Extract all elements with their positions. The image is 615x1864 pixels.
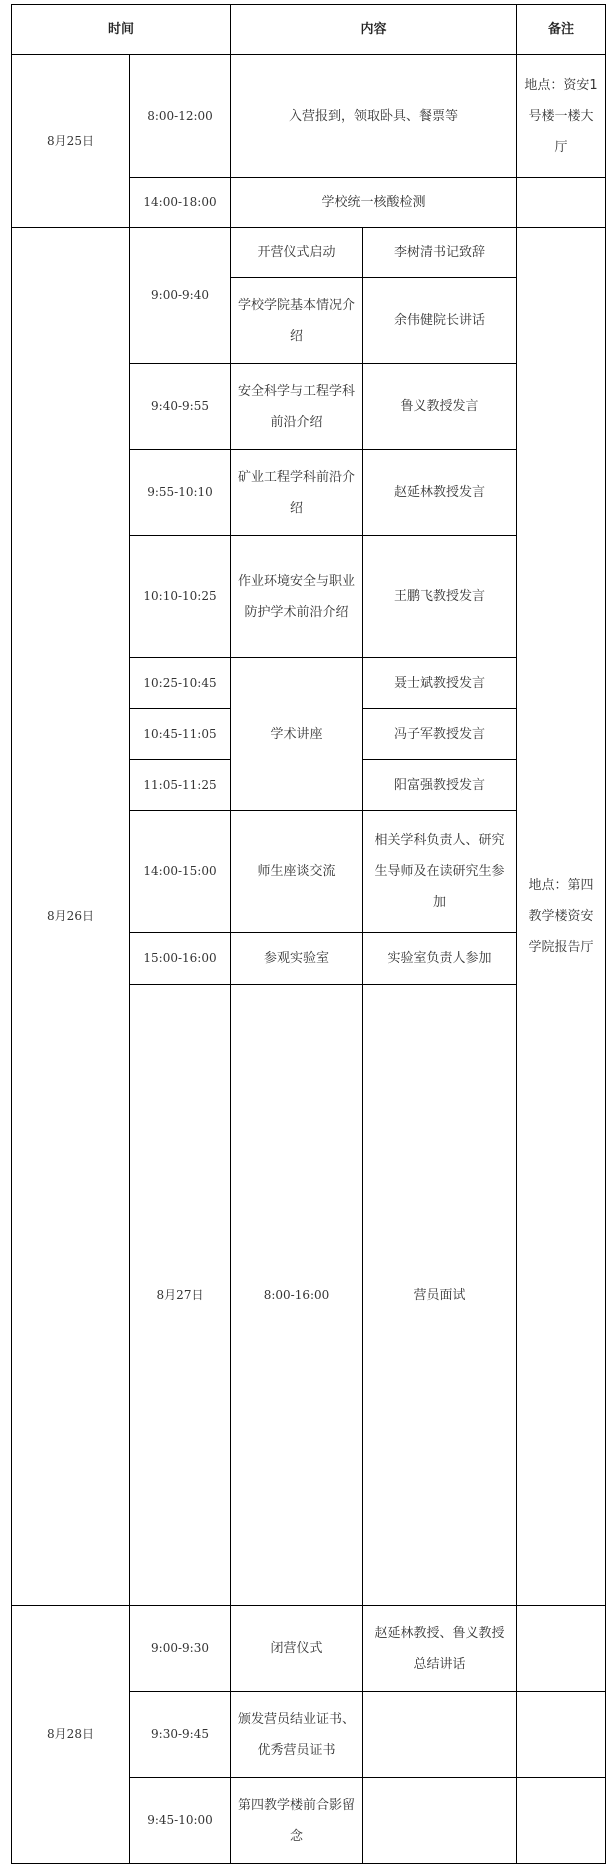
item-cell: 营员面试 [363, 985, 517, 1606]
time-cell: 9:55-10:10 [130, 450, 231, 536]
speaker-cell: 王鹏飞教授发言 [363, 536, 517, 658]
speaker-cell: 实验室负责人参加 [363, 933, 517, 985]
time-cell: 11:05-11:25 [130, 760, 231, 811]
time-cell: 14:00-18:00 [130, 178, 231, 228]
item-cell: 学校学院基本情况介绍 [231, 278, 363, 364]
item-cell: 开营仪式启动 [231, 228, 363, 278]
item-cell: 颁发营员结业证书、优秀营员证书 [231, 1692, 363, 1778]
speaker-cell: 聂士斌教授发言 [363, 658, 517, 709]
speaker-cell: 阳富强教授发言 [363, 760, 517, 811]
time-cell: 10:25-10:45 [130, 658, 231, 709]
speaker-cell [363, 1692, 517, 1778]
date-cell: 8月25日 [12, 55, 130, 228]
speaker-cell [363, 1778, 517, 1864]
item-cell: 矿业工程学科前沿介绍 [231, 450, 363, 536]
item-cell: 学术讲座 [231, 658, 363, 811]
remark-cell [517, 1778, 606, 1864]
speaker-cell: 相关学科负责人、研究生导师及在读研究生参加 [363, 811, 517, 933]
item-cell: 闭营仪式 [231, 1606, 363, 1692]
remark-cell [517, 178, 606, 228]
speaker-cell: 赵延林教授、鲁义教授总结讲话 [363, 1606, 517, 1692]
time-cell: 10:10-10:25 [130, 536, 231, 658]
time-cell: 15:00-16:00 [130, 933, 231, 985]
content-cell: 学校统一核酸检测 [231, 178, 517, 228]
date-cell: 8月28日 [12, 1606, 130, 1864]
item-cell: 安全科学与工程学科前沿介绍 [231, 364, 363, 450]
time-cell: 8:00-12:00 [130, 55, 231, 178]
item-cell: 参观实验室 [231, 933, 363, 985]
schedule-table [11, 4, 606, 1864]
header-content: 内容 [231, 5, 517, 55]
table-row [12, 1606, 606, 1692]
header-row [12, 5, 606, 55]
remark-cell [517, 1692, 606, 1778]
time-cell: 9:00-9:30 [130, 1606, 231, 1692]
date-cell: 8月26日 [12, 228, 130, 1606]
speaker-cell: 赵延林教授发言 [363, 450, 517, 536]
speaker-cell: 鲁义教授发言 [363, 364, 517, 450]
time-cell: 9:45-10:00 [130, 1778, 231, 1864]
item-cell: 师生座谈交流 [231, 811, 363, 933]
table-row [12, 55, 606, 178]
speaker-cell: 余伟健院长讲话 [363, 278, 517, 364]
header-remark: 备注 [517, 5, 606, 55]
time-cell: 9:40-9:55 [130, 364, 231, 450]
item-cell: 第四教学楼前合影留念 [231, 1778, 363, 1864]
time-cell: 10:45-11:05 [130, 709, 231, 760]
remark-cell: 地点：资安1号楼一楼大厅 [517, 55, 606, 178]
date-cell: 8月27日 [130, 985, 231, 1606]
content-cell: 入营报到，领取卧具、餐票等 [231, 55, 517, 178]
remark-cell: 地点：第四教学楼资安学院报告厅 [517, 228, 606, 1606]
speaker-cell: 冯子军教授发言 [363, 709, 517, 760]
speaker-cell: 李树清书记致辞 [363, 228, 517, 278]
item-cell: 作业环境安全与职业防护学术前沿介绍 [231, 536, 363, 658]
time-cell: 9:00-9:40 [130, 228, 231, 364]
time-cell: 14:00-15:00 [130, 811, 231, 933]
remark-cell [517, 1606, 606, 1692]
table-row [12, 228, 606, 278]
header-time: 时间 [12, 5, 231, 55]
time-cell: 9:30-9:45 [130, 1692, 231, 1778]
time-cell: 8:00-16:00 [231, 985, 363, 1606]
